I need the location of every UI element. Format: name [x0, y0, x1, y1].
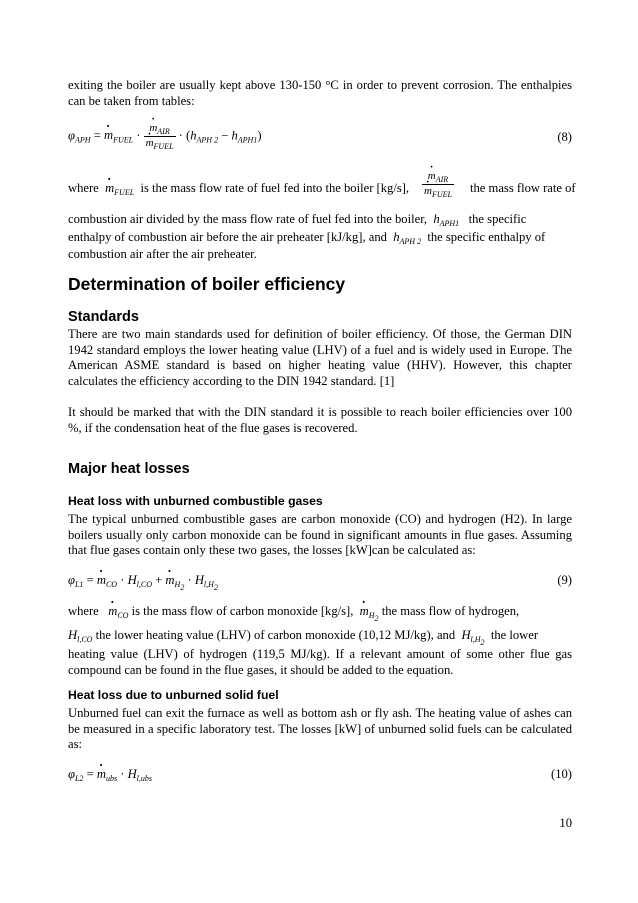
equation-10: $\varphi_{L2}$ = · $m_{ubs} \cdot H_{l,ubs}$ [68, 767, 152, 783]
standards-paragraph-2: It should be marked that with the DIN standard it is possible to reach boiler efficiencies over 100 %, if the condensation heat of the flue gases is recovered. [68, 405, 572, 435]
heading-unburned-gases: Heat loss with unburned combustible gases [68, 494, 323, 508]
where-8-ratio-text: the mass flow rate of [470, 181, 576, 195]
equation-8-number: (8) [557, 130, 572, 144]
where-9-line-3: heating value (LHV) of hydrogen (119,5 MJ/kg). If a relevant amount of some other flue gas compound can be found in the flue gases, it should be added to the equation. [68, 647, 572, 677]
gases-paragraph: The typical unburned combustible gases are carbon monoxide (CO) and hydrogen (H2). In large boilers usually only carbon monoxide can be found in significant amounts in flue gases. Assuming that flue gases contain only these two gases, the losses [kW]can be calculated as: [68, 512, 572, 558]
heading-determination: Determination of boiler efficiency [68, 274, 346, 294]
heading-unburned-solid-fuel: Heat loss due to unburned solid fuel [68, 688, 279, 702]
intro-paragraph: exiting the boiler are usually kept above 130-150 °C in order to prevent corrosion. The enthalpies can be taken from tables: [68, 78, 572, 108]
standards-paragraph-1: There are two main standards used for definition of boiler efficiency. Of those, the German DIN 1942 standard employs the lower heating value (LHV) of a fuel and is widely used in Europe. The American ASME standard is based on higher heating value (HHV). However, this chapter calculates the efficiency according to the DIN 1942 standard. [1] [68, 327, 572, 388]
where-9-line-2: $H_{l,CO}$ the lower heating value (LHV) of carbon monoxide (10,12 MJ/kg), and $H_{l,H_2}$ the lower [68, 628, 539, 647]
where-8-line-4: combustion air after the air preheater. [68, 247, 257, 261]
where-8-line-3: enthalpy of combustion air before the air preheater [kJ/kg], and $h_{APH 2}$ the specific enthalpy of [68, 230, 546, 246]
solid-fuel-paragraph: Unburned fuel can exit the furnace as well as bottom ash or fly ash. The heating value of ashes can be measured in a specific laboratory test. The losses [kW] of unburned solid fuels can be calculated as: [68, 706, 572, 752]
equation-9-number: (9) [557, 573, 572, 587]
equation-10-number: (10) [551, 767, 572, 781]
where-8-line-2: combustion air divided by the mass flow rate of fuel fed into the boiler, $h_{APH1}$ the specific [68, 212, 527, 228]
equation-9: $\varphi_{L1}$ = · $m_{CO} \cdot H_{l,CO}$ + · $m_{H_2} \cdot H_{l,H_2}$ [68, 573, 218, 592]
equation-8: $\varphi_{APH}$ = · $m_{FUEL}$ · · $m_{AIR}$ · $m_{FUEL}$ · $(h_{APH 2} - h_{APH1})$ [68, 122, 262, 151]
heading-standards: Standards [68, 309, 139, 325]
heading-major-heat-losses: Major heat losses [68, 461, 190, 477]
where-8-line-1: where · $m_{FUEL}$ is the mass flow rate of fuel fed into the boiler [kg/s], [68, 181, 409, 201]
where-9-line-1: where · $m_{CO}$ is the mass flow of carbon monoxide [kg/s], · $m_{H_2}$ the mass flow of hydrogen, [68, 604, 519, 627]
air-fuel-ratio-inline: · $m_{AIR}$ · $m_{FUEL}$ [422, 170, 454, 199]
page-number: 10 [559, 816, 572, 830]
air-fuel-fraction: · $m_{AIR}$ · $m_{FUEL}$ [144, 122, 176, 151]
